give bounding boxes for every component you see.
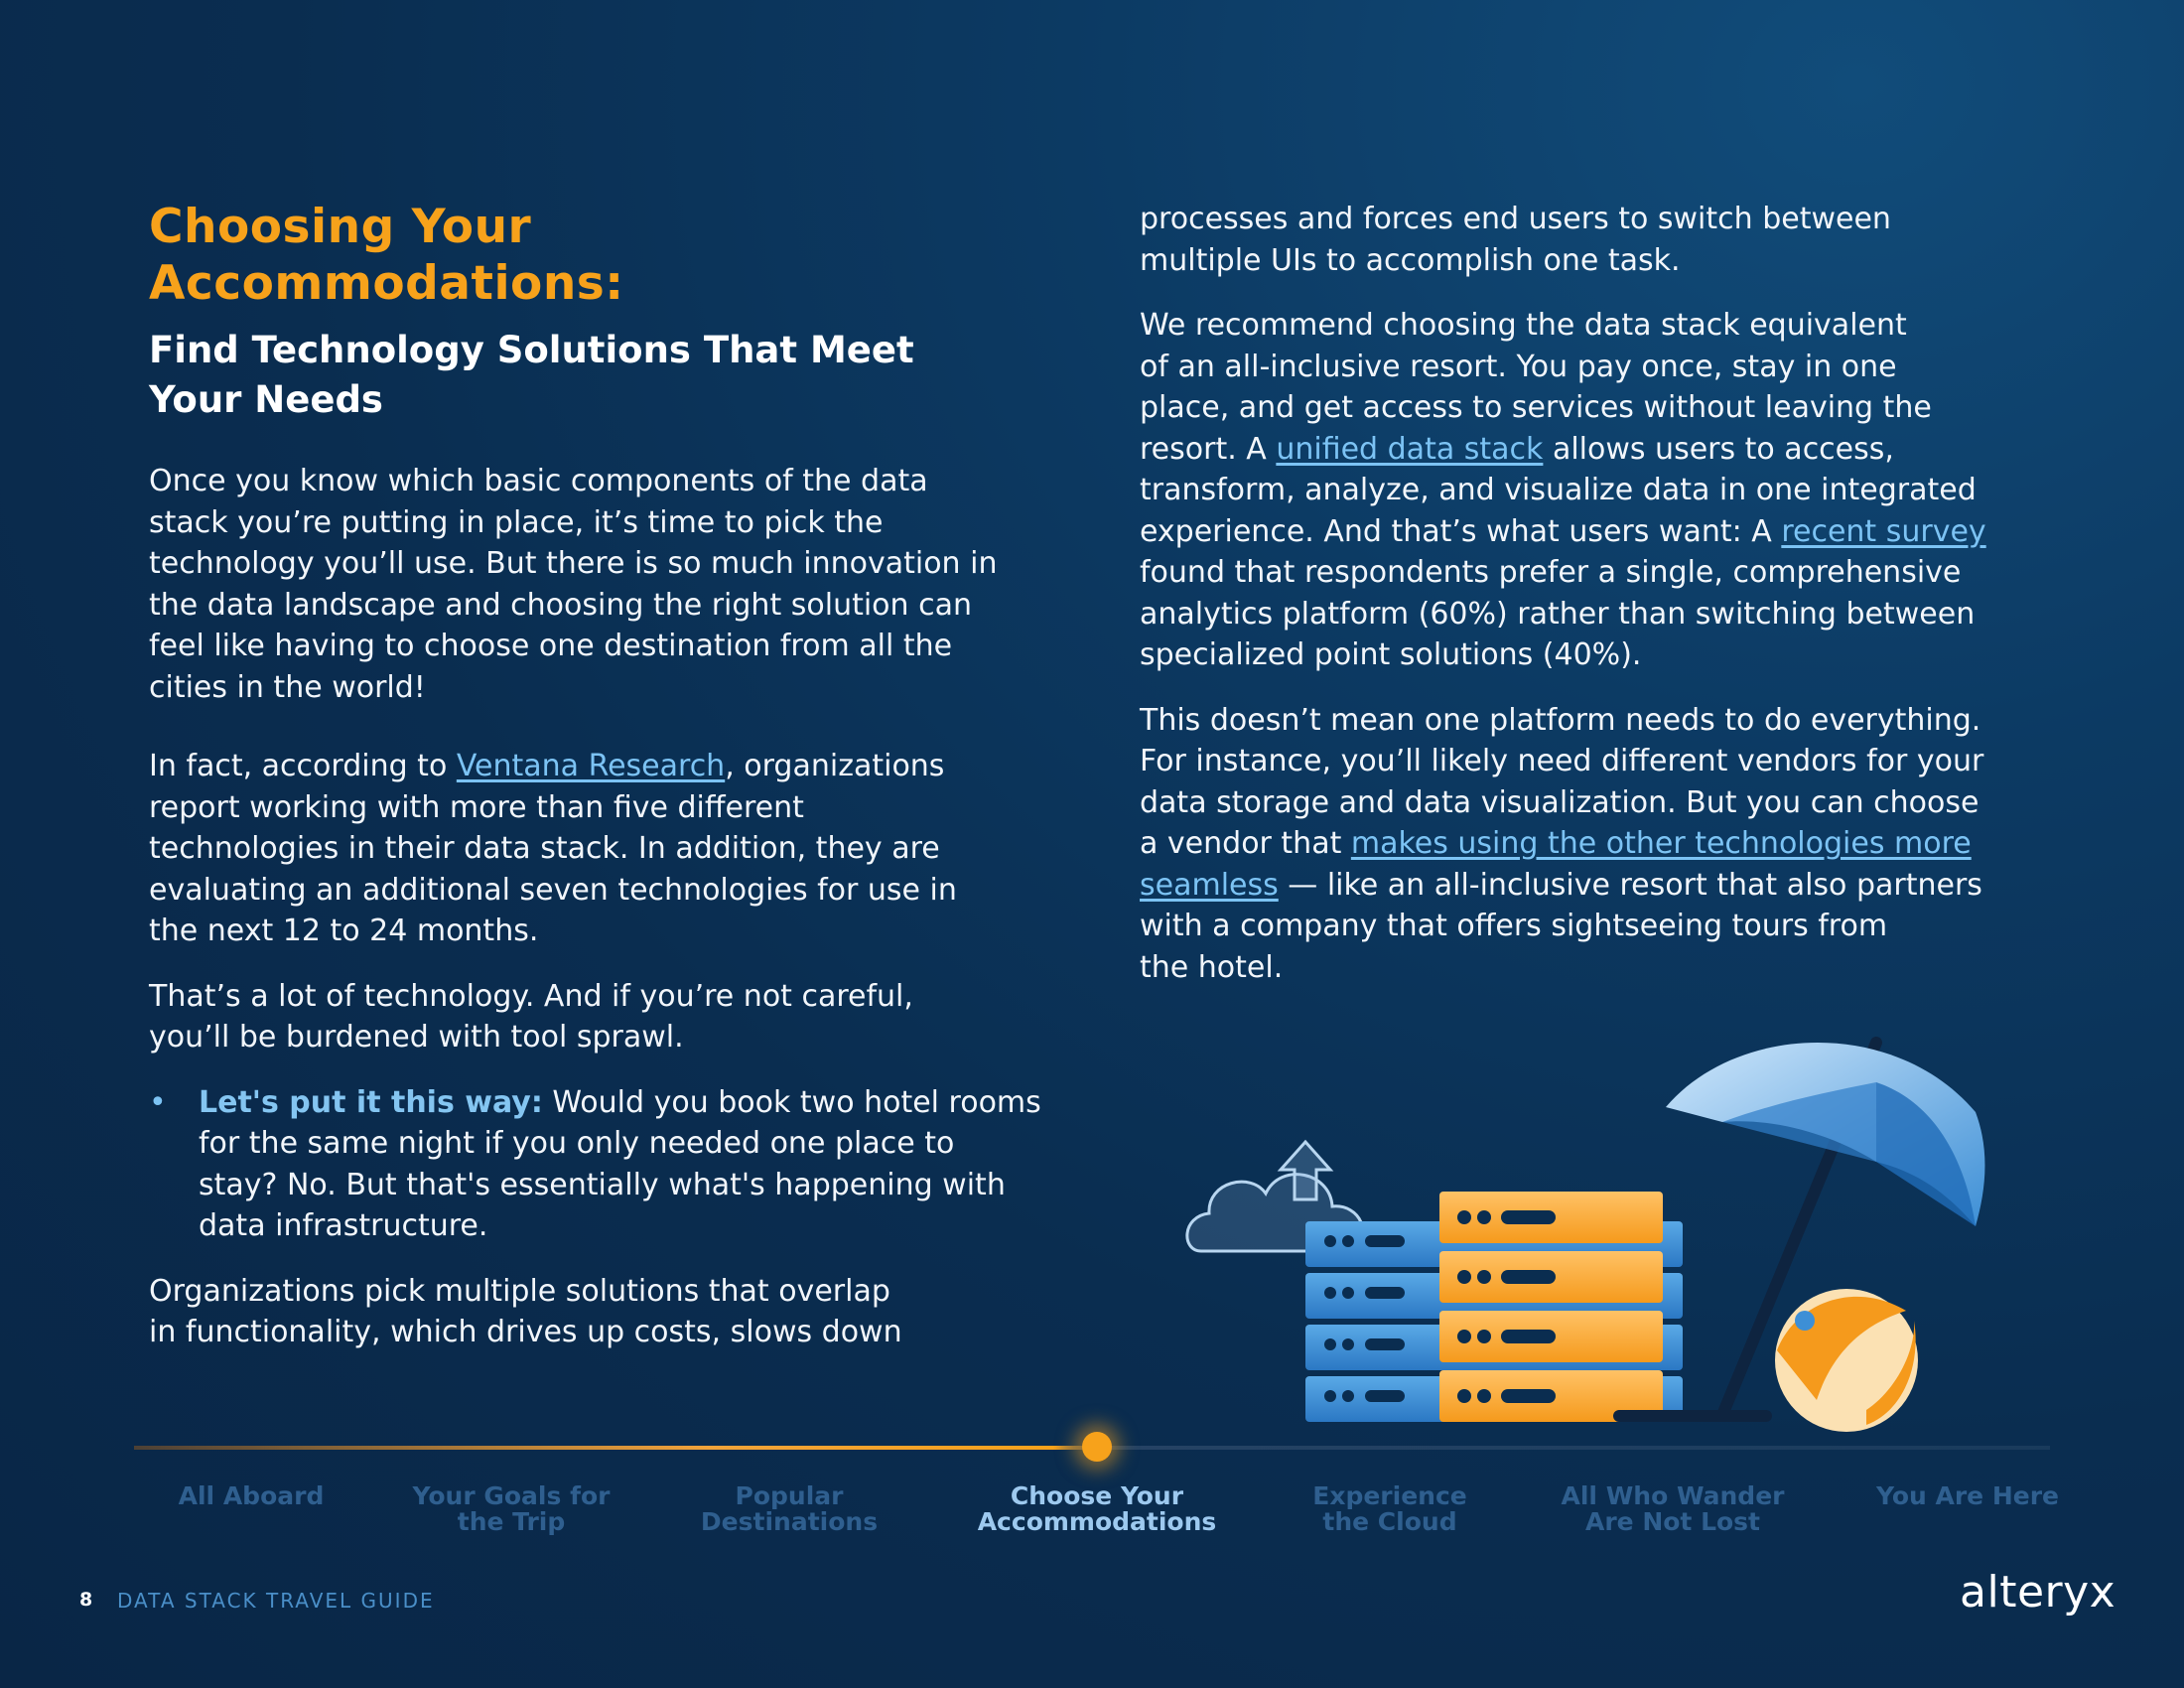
- page-number: 8: [79, 1589, 93, 1611]
- text-line: the next 12 to 24 months.: [149, 914, 539, 948]
- timeline-item-experience-cloud[interactable]: [1312, 1483, 1466, 1535]
- text-line: , organizations: [725, 749, 945, 783]
- subtitle-line-2: Your Needs: [149, 378, 383, 421]
- text-line: Once you know which basic components of the data: [149, 464, 928, 498]
- timeline-label: Choose Your: [1010, 1481, 1184, 1510]
- timeline-item-all-who-wander[interactable]: [1562, 1483, 1785, 1535]
- text-line: This doesn’t mean one platform needs to do everything.: [1140, 702, 1981, 738]
- text-line: of an all-inclusive resort. You pay once, stay in one: [1140, 349, 1897, 384]
- paragraph-all-inclusive: [1140, 305, 2033, 676]
- bullet-item: [149, 1082, 1052, 1247]
- text-line: For instance, you’ll likely need different vendors for your: [1140, 744, 1984, 778]
- text-line: feel like having to choose one destination from all the: [149, 629, 953, 663]
- unified-data-stack-link[interactable]: unified data stack: [1276, 431, 1544, 467]
- timeline-label: Destinations: [700, 1507, 879, 1536]
- timeline-label: Your Goals for: [412, 1481, 611, 1510]
- text-line: specialized point solutions (40%).: [1140, 637, 1642, 672]
- text-line: stack you’re putting in place, it’s time to pick the: [149, 504, 884, 540]
- timeline-current-marker: [1082, 1432, 1112, 1462]
- text-line: resort. A: [1140, 431, 1277, 467]
- text-line: evaluating an additional seven technologies for use in: [149, 872, 957, 908]
- timeline-item-choose-accommodations[interactable]: [978, 1483, 1217, 1535]
- paragraph-ventana: [149, 746, 1052, 952]
- title-line-1: Choosing Your: [149, 200, 532, 254]
- text-line: stay? No. But that's essentially what's happening with: [199, 1167, 1006, 1202]
- text-line: processes and forces end users to switch between: [1140, 202, 1891, 236]
- timeline-label: You Are Here: [1876, 1481, 2059, 1510]
- timeline-label: the Cloud: [1322, 1507, 1457, 1536]
- alteryx-logo: alteryx: [1960, 1567, 2116, 1618]
- text-line: cities in the world!: [149, 669, 426, 705]
- timeline-item-your-goals[interactable]: [413, 1483, 611, 1535]
- text-line: allows users to access,: [1543, 431, 1894, 467]
- seamless-technologies-link[interactable]: makes using the other technologies more: [1350, 826, 1972, 861]
- timeline-label: All Aboard: [178, 1481, 325, 1510]
- text-line: — like an all-inclusive resort that also partners: [1278, 867, 1982, 903]
- right-column: [1140, 199, 2033, 988]
- footer-title: DATA STACK TRAVEL GUIDE: [117, 1589, 435, 1613]
- text-line: the data landscape and choosing the right solution can: [149, 587, 972, 623]
- bullet-dot: •: [149, 1084, 167, 1120]
- timeline-label: Experience: [1312, 1481, 1467, 1510]
- text-line: data storage and data visualization. But you can choose: [1140, 784, 1979, 820]
- text-line: the hotel.: [1140, 949, 1284, 985]
- text-line: place, and get access to services without leaving the: [1140, 390, 1932, 425]
- text-line: data infrastructure.: [199, 1208, 488, 1243]
- bullet-lead: Let's put it this way:: [199, 1084, 543, 1120]
- text-line: report working with more than five different: [149, 789, 804, 825]
- page-title: [149, 199, 1052, 312]
- servers-beach-illustration: [1181, 1023, 2015, 1440]
- text-line: multiple UIs to accomplish one task.: [1140, 242, 1681, 278]
- timeline-item-popular-destinations[interactable]: [701, 1483, 878, 1535]
- text-line: found that respondents prefer a single, comprehensive: [1140, 555, 1962, 590]
- timeline-label: Popular: [735, 1481, 844, 1510]
- text-line: with a company that offers sightseeing tours from: [1140, 909, 1888, 943]
- text-line: Organizations pick multiple solutions that overlap: [149, 1273, 890, 1309]
- paragraph-intro: [149, 461, 1052, 708]
- timeline-label: the Trip: [457, 1507, 566, 1536]
- title-line-2: Accommodations:: [149, 256, 624, 311]
- bullet-text: [199, 1082, 1041, 1247]
- recent-survey-link[interactable]: recent survey: [1781, 513, 1986, 549]
- text-line: technologies in their data stack. In addition, they are: [149, 831, 940, 866]
- text-line: experience. And that’s what users want: A: [1140, 513, 1782, 549]
- timeline-label: All Who Wander: [1561, 1481, 1785, 1510]
- text-line: analytics platform (60%) rather than switching between: [1140, 596, 1976, 632]
- text-line: for the same night if you only needed one place to: [199, 1126, 955, 1161]
- text-line: transform, analyze, and visualize data in one integrated: [1140, 473, 1977, 507]
- timeline-label: Are Not Lost: [1584, 1507, 1761, 1536]
- text-line: Would you book two hotel rooms: [542, 1084, 1041, 1120]
- paragraph-organizations: [149, 1271, 1052, 1353]
- seamless-link[interactable]: seamless: [1140, 867, 1279, 903]
- paragraph-processes: [1140, 199, 2033, 281]
- ventana-research-link[interactable]: Ventana Research: [456, 749, 726, 783]
- timeline-item-all-aboard[interactable]: [179, 1483, 325, 1509]
- subtitle-line-1: Find Technology Solutions That Meet: [149, 329, 914, 371]
- timeline-label: Accommodations: [977, 1507, 1217, 1536]
- text-line: In fact, according to: [149, 749, 457, 783]
- text-line: We recommend choosing the data stack equivalent: [1140, 308, 1907, 343]
- beach-ball-icon: [1775, 1289, 1918, 1432]
- page-subtitle: [149, 326, 1052, 425]
- text-line: in functionality, which drives up costs, slows down: [149, 1315, 902, 1349]
- paragraph-vendors: [1140, 700, 2033, 989]
- text-line: technology you’ll use. But there is so much innovation in: [149, 546, 998, 581]
- text-line: you’ll be burdened with tool sprawl.: [149, 1020, 684, 1055]
- text-line: That’s a lot of technology. And if you’re not careful,: [149, 978, 913, 1014]
- paragraph-tool-sprawl: [149, 976, 1052, 1058]
- timeline-item-you-are-here[interactable]: [1876, 1483, 2059, 1509]
- left-column: [149, 199, 1052, 1353]
- text-line: a vendor that: [1140, 826, 1351, 861]
